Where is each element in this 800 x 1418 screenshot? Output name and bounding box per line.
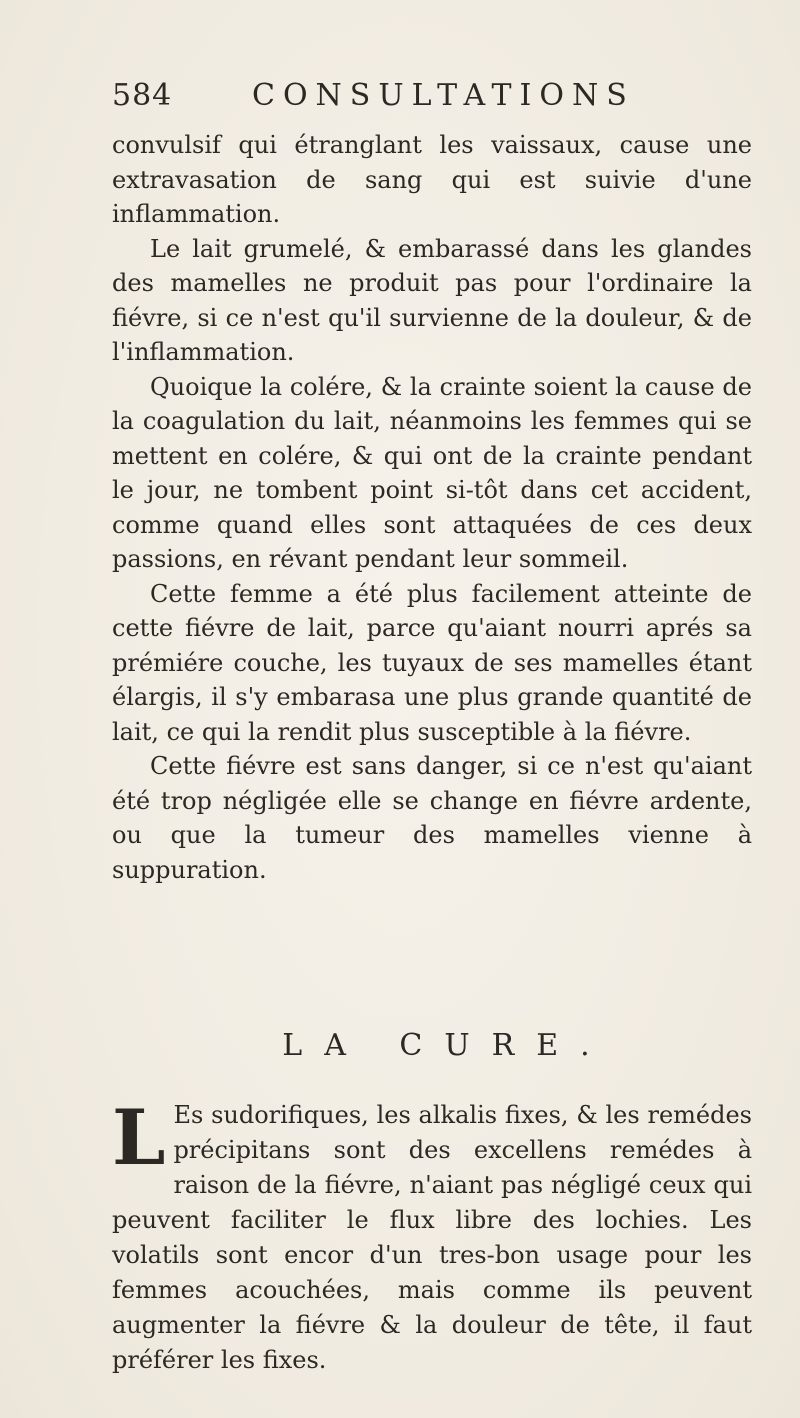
body-text [112, 128, 752, 887]
running-head: CONSULTATIONS [252, 78, 635, 113]
cure-text [112, 1093, 752, 1378]
section-title: LA CURE. [282, 1028, 612, 1063]
paragraph: convulsif qui étranglant les vaissaux, cause une extravasation de sang qui est suivie d'une inflammation. [112, 131, 752, 228]
drop-cap: L [112, 1093, 166, 1182]
paragraph: Le lait grumelé, & embarassé dans les glandes des mamelles ne produit pas pour l'ordinaire la fiévre, si ce n'est qu'il survienne de la douleur, & de l'inflammation. [112, 234, 752, 366]
page-header [112, 78, 712, 126]
page-number: 584 [112, 78, 173, 113]
paragraph: Quoique la colére, & la crainte soient la cause de la coagulation du lait, néanmoins les femmes qui se mettent en colére, & qui ont de la crainte pendant le jour, ne tombent point si-tôt dans cet accident, comme quand elles sont attaquées de ces deux passions, en révant pendant leur sommeil. [112, 372, 752, 573]
cure-paragraph: Es sudorifiques, les alkalis fixes, & les remédes précipitans sont des excellens remédes à raison de la fiévre, n'aiant pas négligé ceux qui peuvent faciliter le flux libre des lochies. Les volatils sont encor d'un tres-bon usage pour les femmes acouchées, mais comme ils peuvent augmenter la fiévre & la douleur de tête, il faut préférer les fixes. [112, 1101, 752, 1374]
paragraph: Cette fiévre est sans danger, si ce n'est qu'aiant été trop négligée elle se change en fiévre ardente, ou que la tumeur des mamelles vienne à suppuration. [112, 752, 752, 884]
paragraph: Cette femme a été plus facilement atteinte de cette fiévre de lait, parce qu'aiant nourri aprés sa prémiére couche, les tuyaux de ses mamelles étant élargis, il s'y embarasa une plus grande quantité de lait, ce qui la rendit plus susceptible à la fiévre. [112, 579, 752, 746]
